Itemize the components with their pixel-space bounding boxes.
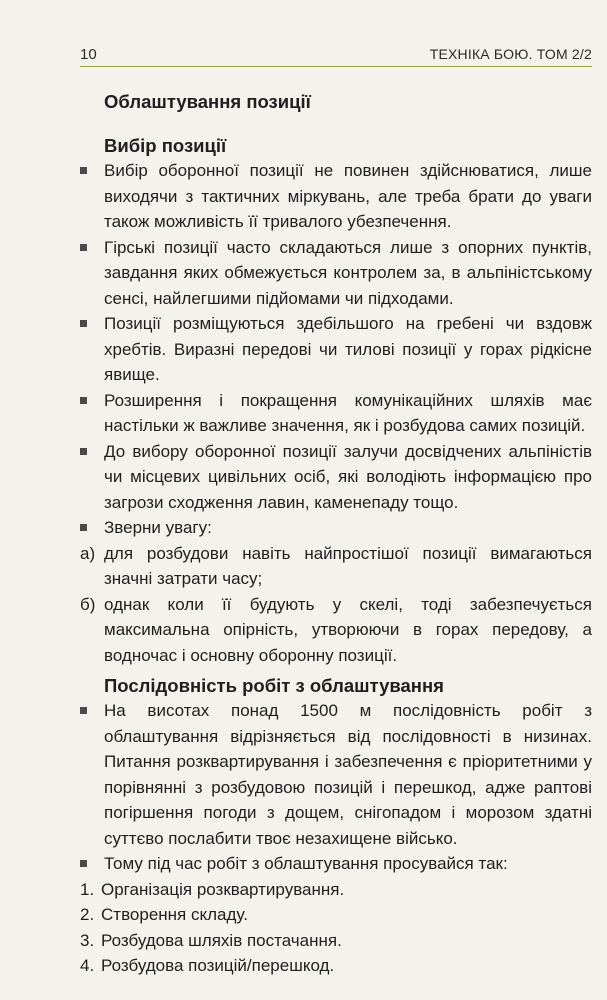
list-item: Зверни увагу: <box>80 515 592 541</box>
choice-bullet-list <box>80 158 592 541</box>
subsection-title-sequence: Послідовність робіт з облаштування <box>104 675 444 696</box>
step-item: 3. Розбудова шляхів постачання. <box>80 930 342 950</box>
page-number: 10 <box>80 46 97 63</box>
square-bullet-icon <box>80 448 87 455</box>
page-header <box>80 44 592 70</box>
steps-list <box>80 877 592 979</box>
list-item: На висотах понад 1500 м послідовність робіт з облаштування відрізняється від послідовності в низинах. Питання розквартирування і забезпечення є пріоритетними у порівнянні з розбудовою позицій і перешкод, адже раптові погіршення погоди з дощем, снігопадом і морозом здатні суттєво послабити твоє незахищене військо. <box>80 698 592 851</box>
square-bullet-icon <box>80 860 87 867</box>
step-item: 2. Створення складу. <box>80 905 248 924</box>
list-item: Розширення і покращення комунікаційних шляхів має настільки ж важливе значення, як і розбудова самих позицій. <box>80 388 592 439</box>
step-item: 1. Організація розквартирування. <box>80 879 345 899</box>
square-bullet-icon <box>80 707 87 714</box>
running-title: ТЕХНІКА БОЮ. ТОМ 2/2 <box>429 46 592 62</box>
square-bullet-icon <box>80 244 87 251</box>
list-item: Позиції розміщуються здебільшого на гребені чи вздовж хребтів. Виразні передові чи тилові позиції у горах рідкісне явище. <box>80 311 592 388</box>
list-item: До вибору оборонної позиції залучи досвідчених альпіністів чи місцевих цивільних осіб, які володіють інформацією про загрози сходження лавин, каменепаду тощо. <box>80 439 592 516</box>
sequence-bullet-list <box>80 698 592 877</box>
step-item: 4. Розбудова позицій/перешкод. <box>80 956 335 975</box>
list-item: Тому під час робіт з облаштування просувайся так: <box>80 851 592 877</box>
square-bullet-icon <box>80 397 87 404</box>
list-item: Вибір оборонної позиції не повинен здійснюватися, лише виходячи з тактичних міркувань, але треба брати до уваги також можливість її тривалого убезпечення. <box>80 158 592 235</box>
sublist-item: а) для розбудови навіть найпростішої позиції вимагаються значні затрати часу; <box>80 543 592 588</box>
square-bullet-icon <box>80 524 87 531</box>
square-bullet-icon <box>80 320 87 327</box>
page-content <box>80 90 592 979</box>
header-rule <box>80 66 592 67</box>
square-bullet-icon <box>80 167 87 174</box>
subsection-title-choice: Вибір позиції <box>104 135 227 156</box>
attention-sublist <box>80 541 592 669</box>
sublist-item: б) однак коли її будують у скелі, тоді забезпечується максимальна опірність, утворюючи в горах передову, а водночас і основну оборонну позиції. <box>80 594 592 665</box>
list-item: Гірські позиції часто складаються лише з опорних пунктів, завдання яких обмежується контролем за, в альпіністському сенсі, найлегшими підйомами чи підходами. <box>80 235 592 312</box>
section-title: Облаштування позиції <box>104 91 311 112</box>
